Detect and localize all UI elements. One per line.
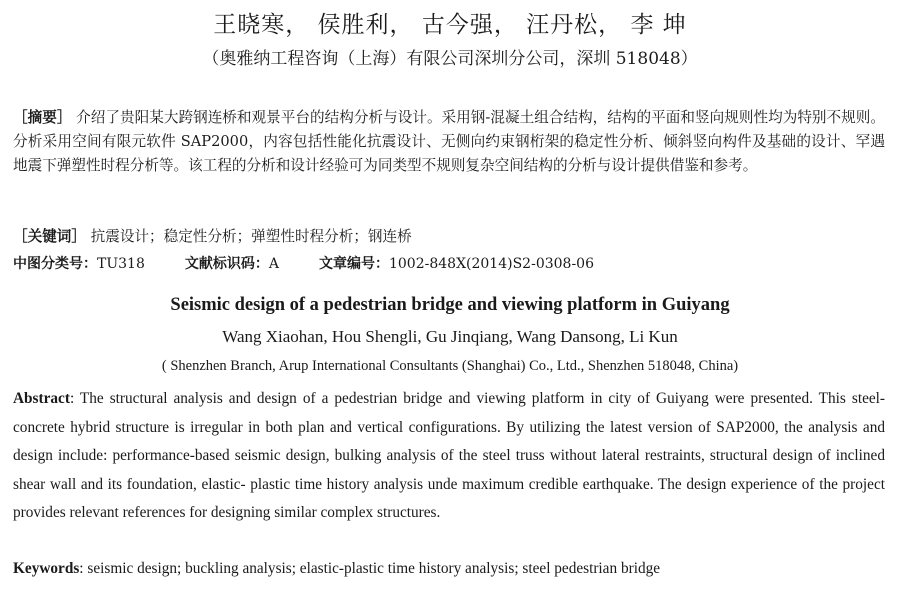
chinese-abstract-label: ［摘要］ bbox=[13, 109, 72, 126]
classification-line bbox=[13, 253, 594, 273]
chinese-affiliation: （奥雅纳工程咨询（上海）有限公司深圳分公司，深圳 518048） bbox=[202, 49, 698, 69]
article-no-label: 文章编号： bbox=[318, 256, 389, 272]
english-keywords-text: : seismic design; buckling analysis; elastic-plastic time history analysis; steel pedestrian bridge bbox=[79, 560, 661, 577]
chinese-authors: 王晓寒， 侯胜利， 古今强， 汪丹松， 李 坤 bbox=[213, 12, 687, 38]
english-affiliation: ( Shenzhen Branch, Arup International Consultants (Shanghai) Co., Ltd., Shenzhen 518048, China) bbox=[161, 358, 739, 374]
clc-label: 中图分类号： bbox=[13, 256, 97, 272]
chinese-abstract-text: 介绍了贵阳某大跨钢连桥和观景平台的结构分析与设计。采用钢-混凝土组合结构，结构的平面和竖向规则性均为特别不规则。分析采用空间有限元软件 SAP2000，内容包括性能化抗震设计、无侧向约束钢桁架的稳定性分析、倾斜竖向构件及基础的设计、罕遇地震下弹塑性时程分析等。该工程的分析和设计经验可为同类型不规则复杂空间结构的分析与设计提供借鉴和参考。 bbox=[13, 109, 885, 174]
doc-code-value: A bbox=[268, 256, 279, 272]
doc-code-label: 文献标识码： bbox=[184, 256, 269, 272]
chinese-keywords-text: 抗震设计；稳定性分析；弹塑性时程分析；钢连桥 bbox=[90, 228, 412, 245]
english-keywords bbox=[13, 560, 660, 578]
clc-value: TU318 bbox=[97, 256, 145, 272]
english-abstract bbox=[13, 385, 885, 528]
english-abstract-text: : The structural analysis and design of a pedestrian bridge and viewing platform in city of Guiyang were presented. This steel-concrete hybrid structure is irregular in both plan and vertical configurations. By utilizing the latest version of SAP2000, the analysis and design include: performance-based seismic design, bulking analysis of the steel truss without lateral restraints, structural design of inclined shear wall and its foundation, elastic- plastic time history analysis unde maximum credible earthquake. The design experience of the project provides relevant references for designing similar complex structures. bbox=[13, 390, 885, 522]
chinese-keywords bbox=[13, 225, 412, 246]
english-title: Seismic design of a pedestrian bridge and viewing platform in Guiyang bbox=[170, 295, 730, 315]
article-no-value: 1002-848X(2014)S2-0308-06 bbox=[388, 256, 594, 272]
english-abstract-label: Abstract bbox=[13, 390, 70, 407]
chinese-abstract bbox=[13, 106, 885, 178]
chinese-keywords-label: ［关键词］ bbox=[13, 228, 86, 245]
english-authors: Wang Xiaohan, Hou Shengli, Gu Jinqiang, Wang Dansong, Li Kun bbox=[222, 327, 678, 346]
english-keywords-label: Keywords bbox=[13, 560, 80, 577]
